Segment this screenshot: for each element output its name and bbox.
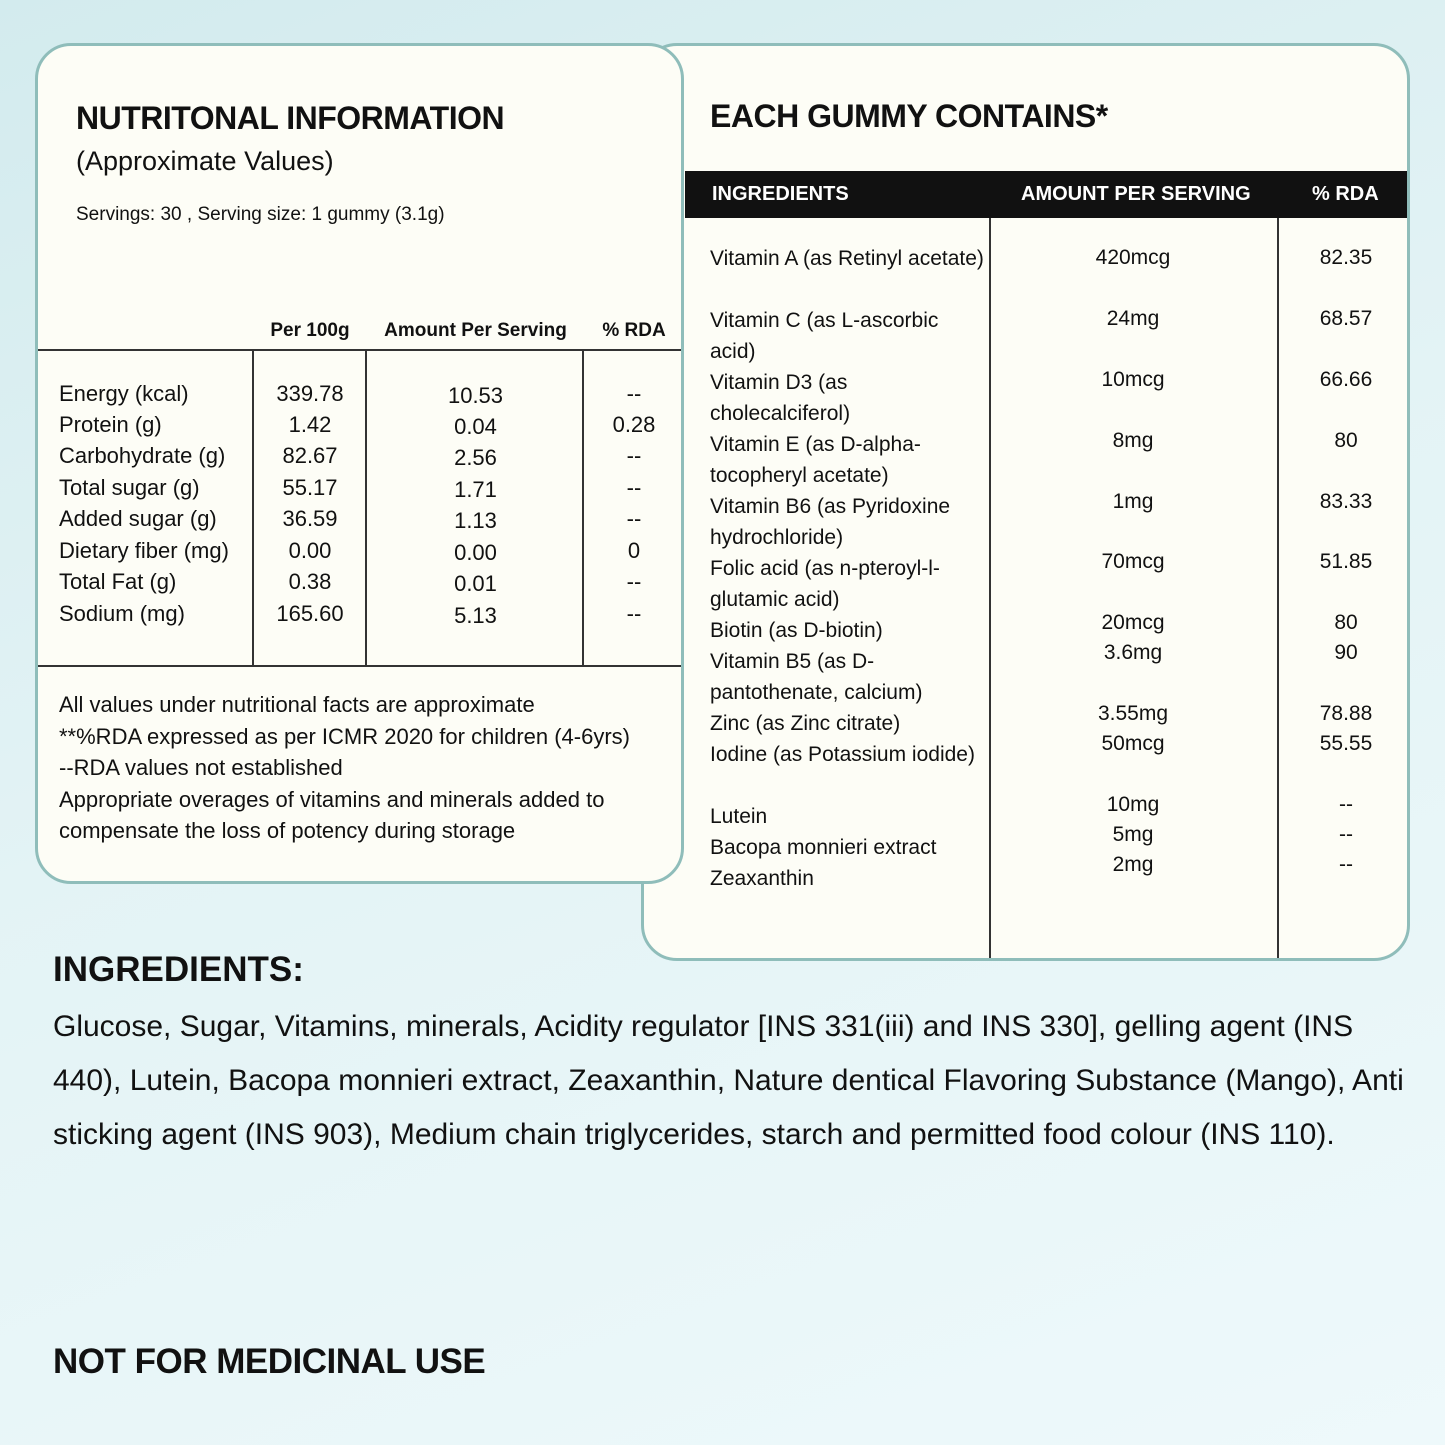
table-row [38,569,684,600]
gummy-rda: 90 [1334,641,1358,664]
nutrient-rda: -- [626,569,642,594]
table-row [38,381,684,412]
table-row [38,412,684,443]
gummy-rda: -- [1339,853,1353,876]
nutrient-name: Energy (kcal) [59,381,189,406]
gummy-header-rda: % RDA [1312,183,1379,205]
nutrient-per-100g: 1.42 [288,412,332,437]
gummy-rda: 80 [1334,429,1358,452]
gummy-ingredient-name: Vitamin B6 (as Pyridoxine hydrochloride) [710,495,951,549]
ingredients-title: INGREDIENTS: [53,950,304,989]
nutrient-amount: 1.71 [454,477,497,502]
gummy-amount: 5mg [1112,823,1154,846]
gummy-amount: 70mcg [1101,550,1165,573]
note-line: **%RDA expressed as per ICMR 2020 for children (4-6yrs) [59,723,631,749]
nutrient-per-100g: 55.17 [282,475,338,500]
gummy-rda: 80 [1334,611,1358,634]
ingredients-text: Glucose, Sugar, Vitamins, minerals, Acidity regulator [INS 331(iii) and INS 330], gelling agent (INS 440), Lutein, Bacopa monnieri extract, Zeaxanthin, Nature dentical Flavoring Substance (Mango), Anti sticking agent (INS 903), Medium chain triglycerides, starch and permitted food colour (INS 110). [53,1010,1404,1151]
nutrient-per-100g: 36.59 [282,506,338,531]
nutrient-name: Carbohydrate (g) [59,443,226,468]
gummy-amount: 20mcg [1101,611,1165,634]
nutritional-info-card [35,43,684,884]
gummy-rda: -- [1339,823,1353,846]
gummy-rda: 78.88 [1319,702,1373,725]
nutrient-name: Sodium (mg) [59,601,185,626]
gummy-rda: 82.35 [1319,246,1373,269]
gummy-amount: 420mcg [1095,246,1171,269]
nutrient-per-100g: 82.67 [282,443,338,468]
header-rda: % RDA [602,320,666,341]
gummy-amount: 1mg [1112,490,1154,513]
gummy-ingredient-name: Vitamin C (as L-ascorbic acid) [710,309,939,363]
gummy-rda: -- [1339,793,1353,816]
nutrient-amount: 0.04 [454,414,497,439]
gummy-ingredient-name: Vitamin A (as Retinyl acetate) [710,247,984,270]
nutrient-per-100g: 0.38 [288,569,332,594]
nutrient-amount: 2.56 [454,445,497,470]
nutrient-name: Added sugar (g) [59,506,217,531]
nutrient-amount: 0.00 [454,540,497,565]
note-line: compensate the loss of potency during storage [59,818,516,843]
nutrient-name: Protein (g) [59,412,162,437]
gummy-rda: 66.66 [1319,368,1373,391]
gummy-ingredient-name: Folic acid (as n-pteroyl-l-glutamic acid) [710,557,940,611]
nutrient-name: Total Fat (g) [59,569,177,594]
table-row [38,538,684,569]
gummy-ingredient-name: Vitamin B5 (as D-pantothenate, calcium) [710,650,923,704]
gummy-ingredient-name: Vitamin D3 (as cholecalciferol) [710,371,851,425]
nutrient-per-100g: 339.78 [276,381,344,406]
note-line: All values under nutritional facts are approximate [59,692,535,717]
nutrient-rda: 0.28 [612,412,656,437]
gummy-amount: 8mg [1112,429,1154,452]
each-gummy-title: EACH GUMMY CONTAINS* [710,98,1108,134]
table-row [38,443,684,474]
table-row [38,475,684,506]
servings-info: Servings: 30 , Serving size: 1 gummy (3.1g) [76,204,445,225]
not-for-medicinal-use: NOT FOR MEDICINAL USE [53,1342,486,1381]
nutrient-rda: -- [626,506,642,531]
gummy-header-ingredients: INGREDIENTS [712,183,849,205]
nutrient-amount: 5.13 [454,603,497,628]
gummy-amount: 50mcg [1101,732,1165,755]
gummy-header-amount: AMOUNT PER SERVING [1021,183,1251,205]
nutrient-rda: -- [626,475,642,500]
nutrient-amount: 1.13 [454,508,497,533]
gummy-rda: 83.33 [1319,490,1373,513]
header-amount-per-serving: Amount Per Serving [384,320,567,341]
gummy-amount: 3.55mg [1097,702,1169,725]
table-row [38,601,684,632]
nutrient-name: Dietary fiber (mg) [59,538,229,563]
gummy-rda: 55.55 [1319,732,1373,755]
nutrient-per-100g: 165.60 [276,601,344,626]
nutrient-rda: 0 [627,538,641,563]
nutrient-amount: 0.01 [454,571,497,596]
nutrient-rda: -- [626,381,642,406]
gummy-ingredient-name: Zinc (as Zinc citrate) [710,712,901,735]
gummy-amount: 24mg [1106,307,1160,330]
nutrient-amount: 10.53 [447,383,504,408]
gummy-rda: 68.57 [1319,307,1373,330]
gummy-table-header [685,171,1410,218]
gummy-ingredient-name: Iodine (as Potassium iodide) [710,743,975,766]
gummy-amount: 10mg [1106,793,1160,816]
gummy-rda: 51.85 [1319,550,1373,573]
header-per-100g: Per 100g [270,320,350,341]
note-line: --RDA values not established [59,755,343,780]
gummy-amount: 10mcg [1101,368,1165,391]
table-top-rule [38,349,684,351]
nutrient-per-100g: 0.00 [288,538,332,563]
nutrition-title: NUTRITONAL INFORMATION [76,100,505,136]
gummy-ingredient-name: Zeaxanthin [710,867,814,890]
each-gummy-card [641,43,1410,961]
nutrition-subtitle: (Approximate Values) [76,146,334,176]
gummy-ingredient-name: Biotin (as D-biotin) [710,619,883,642]
gummy-amount: 3.6mg [1103,641,1163,664]
gummy-ingredient-name: Vitamin E (as D-alpha-tocopheryl acetate) [710,433,921,487]
nutrient-rda: -- [626,601,642,626]
nutrient-name: Total sugar (g) [59,475,200,500]
table-row [38,506,684,537]
table-bottom-rule [38,665,684,667]
gummy-ingredient-name: Bacopa monnieri extract [710,836,937,859]
gummy-amount: 2mg [1112,853,1154,876]
gummy-ingredient-name: Lutein [710,805,768,828]
nutrition-notes [59,689,630,847]
nutrient-rda: -- [626,443,642,468]
note-line: Appropriate overages of vitamins and minerals added to [59,786,605,812]
